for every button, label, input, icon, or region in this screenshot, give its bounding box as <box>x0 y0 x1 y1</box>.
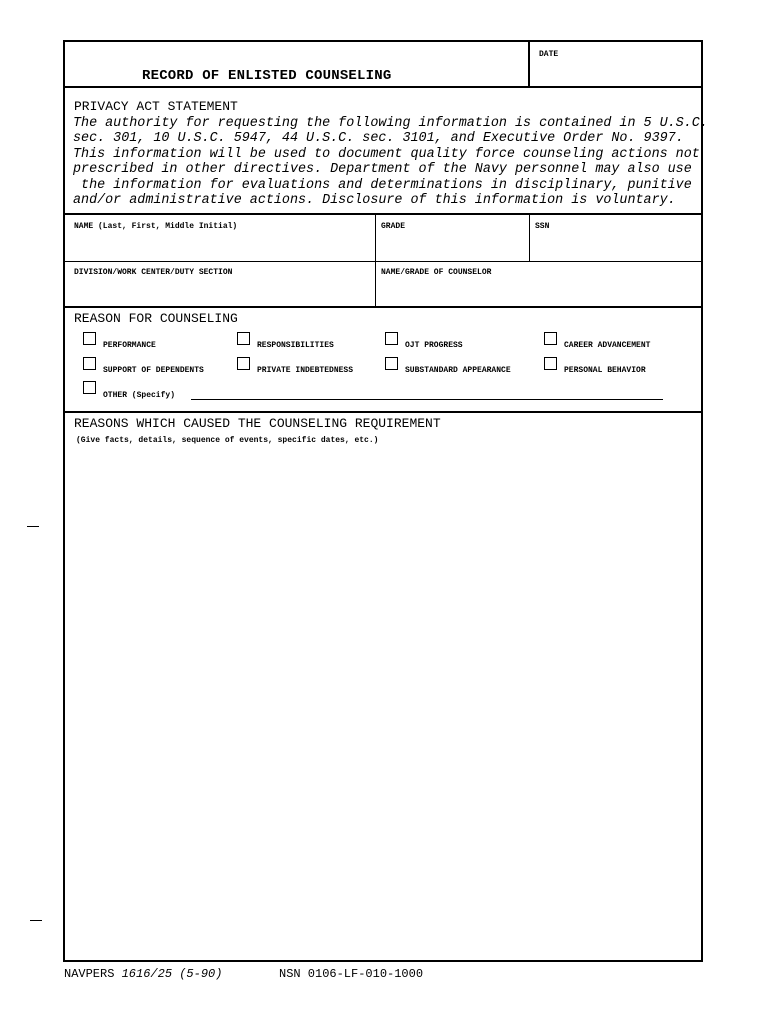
support-of-dependents-checkbox[interactable] <box>83 357 96 370</box>
performance-checkbox[interactable] <box>83 332 96 345</box>
career-advancement-checkbox[interactable] <box>544 332 557 345</box>
requirement-text-area[interactable] <box>74 452 692 952</box>
privacy-heading: PRIVACY ACT STATEMENT <box>74 99 238 114</box>
form-title: RECORD OF ENLISTED COUNSELING <box>142 68 392 84</box>
substandard-appearance-checkbox[interactable] <box>385 357 398 370</box>
grade-ssn-divider <box>529 214 530 261</box>
performance-label: PERFORMANCE <box>103 341 156 350</box>
reason-divider <box>65 411 701 413</box>
grade-field[interactable] <box>381 234 523 256</box>
counselor-label: NAME/GRADE OF COUNSELOR <box>381 268 492 277</box>
other-label: OTHER (Specify) <box>103 391 176 400</box>
privacy-line: prescribed in other directives. Department of the Navy personnel may also use <box>73 162 692 178</box>
other-specify-field[interactable] <box>191 385 663 398</box>
date-field[interactable] <box>539 62 695 84</box>
privacy-line: This information will be used to document quality force counseling actions not <box>73 146 700 162</box>
date-divider <box>528 42 530 88</box>
support-of-dependents-label: SUPPORT OF DEPENDENTS <box>103 366 204 375</box>
name-row-divider <box>65 261 701 262</box>
ssn-field[interactable] <box>535 234 695 256</box>
privacy-line: The authority for requesting the following information is contained in 5 U.S.C. <box>73 116 708 131</box>
form-number-value: 1616/25 (5-90) <box>121 967 223 981</box>
personal-behavior-label: PERSONAL BEHAVIOR <box>564 366 646 375</box>
privacy-line: and/or administrative actions. Disclosure of this information is voluntary. <box>73 193 676 209</box>
form-number <box>64 967 222 981</box>
date-label: DATE <box>539 50 559 59</box>
division-field[interactable] <box>74 280 370 302</box>
margin-tick <box>27 526 39 527</box>
counselor-field[interactable] <box>381 280 695 302</box>
private-indebtedness-checkbox[interactable] <box>237 357 250 370</box>
private-indebtedness-label: PRIVATE INDEBTEDNESS <box>257 366 354 375</box>
name-label: NAME (Last, First, Middle Initial) <box>74 222 238 231</box>
margin-tick <box>30 920 42 921</box>
privacy-line: sec. 301, 10 U.S.C. 5947, 44 U.S.C. sec. 3101, and Executive Order No. 9397. <box>73 131 684 147</box>
grade-label: GRADE <box>381 222 406 231</box>
privacy-divider <box>65 213 701 215</box>
ojt-progress-checkbox[interactable] <box>385 332 398 345</box>
substandard-appearance-label: SUBSTANDARD APPEARANCE <box>405 366 511 375</box>
division-row-divider <box>65 306 701 308</box>
reason-heading: REASON FOR COUNSELING <box>74 311 238 326</box>
header-divider <box>65 86 701 88</box>
other-specify-underline <box>191 399 663 400</box>
ojt-progress-label: OJT PROGRESS <box>405 341 463 350</box>
division-label: DIVISION/WORK CENTER/DUTY SECTION <box>74 268 233 277</box>
counseling-form <box>63 40 708 962</box>
career-advancement-label: CAREER ADVANCEMENT <box>564 341 651 350</box>
personal-behavior-checkbox[interactable] <box>544 357 557 370</box>
requirement-subheading: (Give facts, details, sequence of events, specific dates, etc.) <box>76 436 379 445</box>
nsn-number: NSN 0106-LF-010-1000 <box>279 967 424 981</box>
responsibilities-checkbox[interactable] <box>237 332 250 345</box>
other-checkbox[interactable] <box>83 381 96 394</box>
privacy-text <box>73 116 708 208</box>
privacy-line: the information for evaluations and determinations in disciplinary, punitive <box>73 177 692 193</box>
ssn-label: SSN <box>535 222 550 231</box>
responsibilities-label: RESPONSIBILITIES <box>257 341 334 350</box>
form-prefix: NAVPERS <box>64 967 122 981</box>
name-field[interactable] <box>74 234 370 256</box>
name-grade-divider <box>375 214 376 306</box>
requirement-heading: REASONS WHICH CAUSED THE COUNSELING REQUIREMENT <box>74 416 441 431</box>
